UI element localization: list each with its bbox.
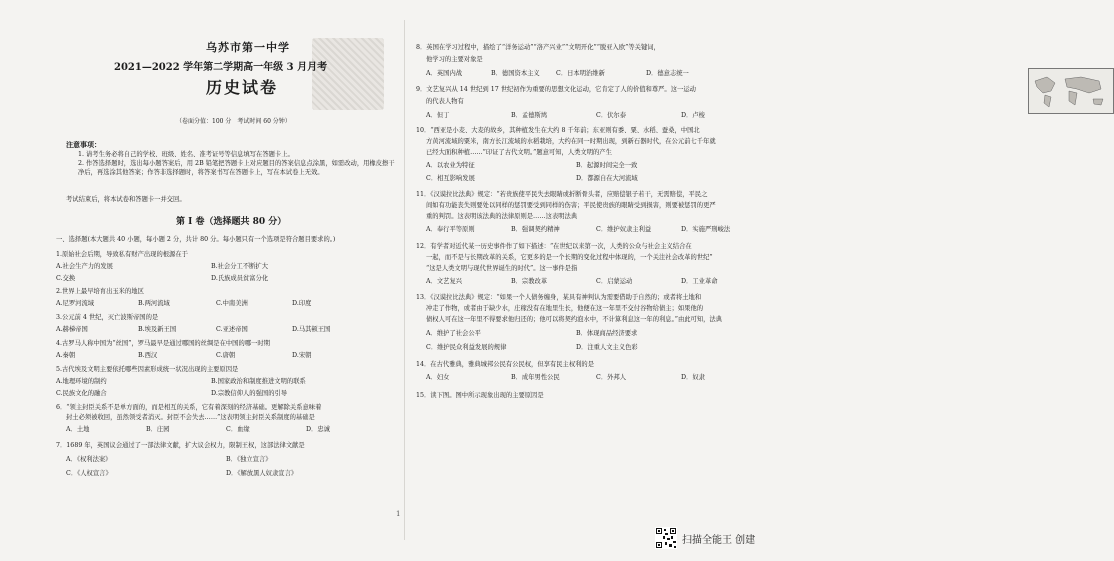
exam-title: 2021—2022 学年第二学期高一年级 3 月月考 (114, 62, 328, 73)
q7-option-c: C．《人权宣言》 (66, 470, 112, 477)
q2-option-d: D.印度 (292, 300, 312, 307)
question-12-line3: “这是人类文明与现代世界诞生的时代”。这一事件是指 (426, 265, 578, 272)
school-stamp-image (312, 38, 384, 110)
q1-option-b: B.社会分工不断扩大 (211, 263, 269, 270)
q4-option-b: B.西汉 (138, 352, 158, 359)
center-fold-line (404, 20, 405, 540)
question-11-line1: 11．《汉谟拉比法典》规定：“若贵族使平民失去眼睛或折断骨头者，应赔偿银子若干，无需赔偿，平民之 (416, 191, 708, 198)
world-map-svg (1029, 69, 1113, 113)
question-8-line1: 8．英国在学习过程中，描绘了“洋务运动”“洛产兴业”“文明开化”“脱亚入欧”等关键词， (416, 44, 660, 51)
question-8-line2: 他学习的主要对象是 (426, 56, 483, 63)
q7-option-d: D．《解放黑人奴隶宣言》 (226, 470, 298, 477)
q1-option-a: A.社会生产力的发展 (56, 263, 113, 270)
q1-option-d: D.氏族成员贫富分化 (211, 275, 269, 282)
question-9-line1: 9．文艺复兴从 14 世纪到 17 世纪初作为重要的思想文化运动，它肯定了人的价值和尊严。这一运动 (416, 86, 696, 93)
q6-option-c: C．血缘 (226, 426, 250, 433)
question-5: 5.古代埃及文明主要依托哪些因素形成统一状况出现的主要原因是 (56, 366, 239, 373)
map-landmass-eurasia (1065, 77, 1101, 93)
q10-option-c: C．相互影响发展 (426, 175, 475, 182)
score-time-line: （卷面分值：100 分 考试时间 60 分钟） (176, 118, 291, 125)
note-3: 考试结束后，将本试卷和答题卡一并交回。 (66, 196, 186, 203)
question-15-line1: 15．读下图。图中所示现象出现的主要原因是 (416, 392, 544, 399)
question-13-line1: 13．《汉谟拉比法典》规定：“如果一个人债务缠身，某具有神判认为需要借助于自然的；或者将土地和 (416, 294, 702, 301)
section1-title: 第 I 卷（选择题共 80 分） (176, 217, 287, 227)
note-2: 2. 作答选择题时，选出每小题答案后，用 2B 铅笔把答题卡上对应题目的答案信息点涂黑，如需改动，用橡皮擦干净后，再选涂其他答案；作答非选择题时，将答案书写在答题卡上，写在本试卷上无效。 (78, 160, 395, 176)
map-landmass-africa (1069, 91, 1077, 105)
note-1: 1. 请考生务必将自己的学校、班级、姓名、准考证号等信息填写在答题卡上。 (78, 151, 294, 158)
map-landmass-south-america (1044, 95, 1051, 107)
question-13-line3: 债权人可在这一年里不得要求他归还的；他可以将契约泡水中，不计算利息这一年的利息。”由此可知，法典 (426, 316, 723, 323)
q6-option-a: A．土地 (66, 426, 90, 433)
notes-heading: 注意事项： (66, 140, 101, 149)
q3-option-b: B.埃及新王国 (138, 326, 177, 333)
q2-option-a: A.尼罗河流域 (56, 300, 95, 307)
school-name: 乌苏市第一中学 (206, 41, 290, 54)
q9-option-d: D．卢梭 (681, 112, 705, 119)
question-3: 3.公元前 4 世纪，灭亡波斯帝国的是 (56, 314, 159, 321)
question-11-line3: 重的判罚。这表明该法典的法律原则是……这表明法典 (426, 213, 578, 220)
q14-option-c: C．外邦人 (596, 374, 627, 381)
q11-option-b: B．强调契约精神 (511, 226, 560, 233)
question-10-line2: 方黄河流域的粟米，南方长江流域的水稻栽培，大约在同一时期出现，到新石器时代，在公元前七千年就 (426, 138, 716, 145)
q4-option-a: A.秦朝 (56, 352, 76, 359)
q6-option-b: B．庄园 (146, 426, 170, 433)
q8-option-c: C．日本明治维新 (556, 70, 605, 77)
q6-option-d: D．忠诚 (306, 426, 330, 433)
q3-option-a: A.赫梯帝国 (56, 326, 88, 333)
q8-option-b: B．德国资本主义 (491, 70, 540, 77)
map-landmass-australia (1093, 99, 1103, 105)
q10-option-a: A．以农业为特征 (426, 162, 475, 169)
q4-option-c: C.唐朝 (216, 352, 236, 359)
q12-option-d: D．工业革命 (681, 278, 718, 285)
question-6-line2: 封土必须被收回，虽然领受者消灭。封臣不会失去……”这表明领主封臣关系制度的基础是 (66, 414, 315, 421)
q5-option-b: B.国家政治和制度推进文明的联系 (211, 378, 306, 385)
q9-option-b: B．孟德斯鸠 (511, 112, 548, 119)
q7-option-a: A．《权利法案》 (66, 456, 112, 463)
q4-option-d: D.宋朝 (292, 352, 312, 359)
q14-option-a: A．妇女 (426, 374, 450, 381)
q7-option-b: B．《独立宣言》 (226, 456, 272, 463)
question-2: 2.世界上最早培育出玉米的地区 (56, 288, 144, 295)
scanner-watermark: 扫描全能王 创建 (682, 535, 756, 546)
q3-option-c: C.亚述帝国 (216, 326, 248, 333)
q9-option-c: C．伏尔泰 (596, 112, 627, 119)
question-4: 4.古罗马人称中国为“丝国”，罗马最早是通过哪国的丝绸是在中国的哪一时期 (56, 340, 270, 347)
q12-option-b: B．宗教改革 (511, 278, 548, 285)
q1-option-c: C.交换 (56, 275, 76, 282)
q12-option-a: A．文艺复兴 (426, 278, 463, 285)
q9-option-a: A．但丁 (426, 112, 450, 119)
q13-option-a: A．维护了社会公平 (426, 330, 481, 337)
q2-option-b: B.两河流域 (138, 300, 170, 307)
qr-code-icon (655, 527, 677, 549)
q5-option-c: C.民族文化的融合 (56, 390, 107, 397)
q8-option-a: A．英国内战 (426, 70, 463, 77)
q14-option-d: D．奴隶 (681, 374, 705, 381)
question-9-line2: 的代表人物有 (426, 98, 464, 105)
question-14-line1: 14．在古代雅典，雅典城邦公民有公民权，但享有民主权利的是 (416, 361, 595, 368)
q13-option-b: B．体现商品经济要求 (576, 330, 638, 337)
question-7-line1: 7．1689 年，英国议会通过了一部法律文献，扩大议会权力，限制王权，这部法律文献是 (56, 442, 305, 449)
q13-option-d: D．注重人文主义色彩 (576, 344, 638, 351)
question-12-line1: 12．有学者对近代某一历史事件作了如下描述：“在世纪以来第一次，人类的公众与社会主义结合在 (416, 243, 692, 250)
question-6-line1: 6．“领主封臣关系不是单方面的，而是相互的关系，它有着深刻的经济基础。更解除关系意味着 (56, 404, 322, 411)
world-map-figure (1028, 68, 1114, 114)
question-1: 1.原始社会后期，导致私有财产出现的根源在于 (56, 251, 188, 258)
subject-title: 历史试卷 (206, 78, 279, 97)
q11-option-d: D．实施严刑峻法 (681, 226, 731, 233)
q5-option-a: A.地理环境的制约 (56, 378, 107, 385)
q8-option-d: D．德意志统一 (646, 70, 689, 77)
question-11-line2: 间如有功能丧失则要处以同样的惩罚要受到同样的伤害；平民使贵族的眼睛受到损害，则要被惩罚的更严 (426, 202, 716, 209)
question-13-line2: 冲走了作物，或者由于缺少水，庄稼没有在地里生长，他便在这一年里不交付谷物给债主；如果他的 (426, 305, 704, 312)
q14-option-b: B．成年男性公民 (511, 374, 560, 381)
q13-option-c: C．维护民众利益发展的规律 (426, 344, 507, 351)
q11-option-a: A．奉行平等原则 (426, 226, 475, 233)
q10-option-b: B．起源时间完全一致 (576, 162, 638, 169)
question-12-line2: 一起，而不是与长期改革的关系，它更多的是一个长期的变化过程中体现的，一个关注社会改革的世纪” (426, 254, 713, 261)
section1-intro: 一、选择题(本大题共 40 小题，每小题 2 分，共计 80 分。每小题只有一个选项是符合题目要求的。) (56, 236, 336, 243)
q2-option-c: C.中南美洲 (216, 300, 248, 307)
page-number: 1 (396, 510, 401, 518)
question-10-line1: 10．“西亚是小麦、大麦的故乡，其种植发生在大约 8 千年前；东亚则有黍、粟、水稻、蚕桑，中国北 (416, 127, 700, 134)
map-landmass-americas (1035, 77, 1055, 93)
q5-option-d: D.宗教信仰人的强国的引导 (211, 390, 288, 397)
q3-option-d: D.马其顿王国 (292, 326, 331, 333)
q10-option-d: D．都源自在大河流域 (576, 175, 638, 182)
q12-option-c: C．启蒙运动 (596, 278, 633, 285)
q11-option-c: C．维护奴隶主利益 (596, 226, 652, 233)
question-10-line3: 已经大面积种植……”印证了古代文明。”题意可知，人类文明的产生 (426, 149, 612, 156)
